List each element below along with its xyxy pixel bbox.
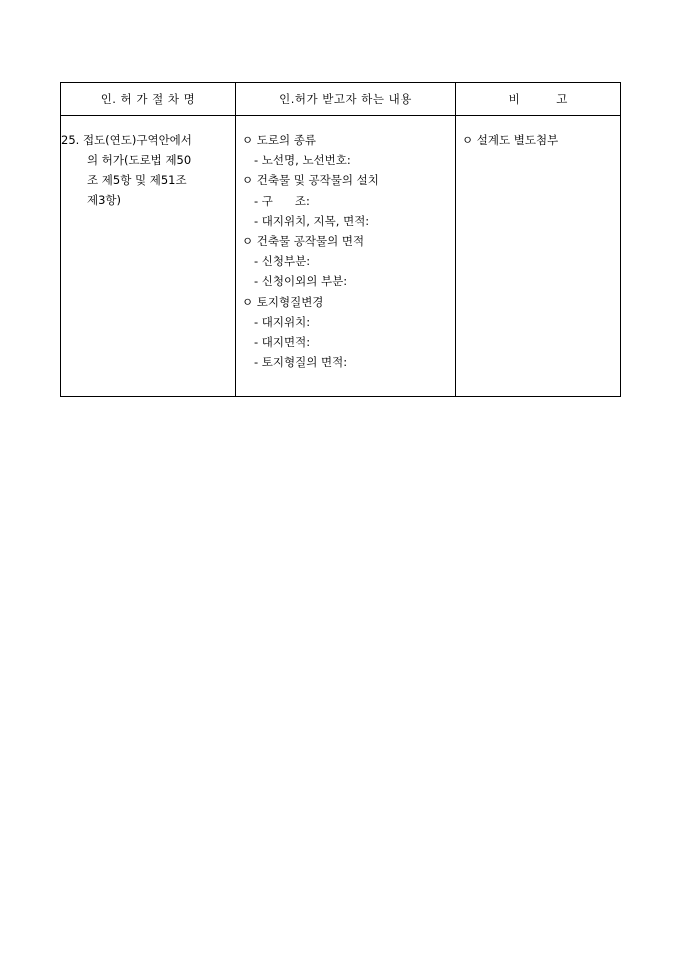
procedure-name-line: 의 허가(도로법 제50: [87, 153, 192, 167]
table-row: [61, 116, 621, 397]
content-subitem: - 구 조:: [254, 193, 310, 208]
procedure-name-cell: [61, 116, 236, 397]
content-item-road-type: ㅇ 도로의 종류: [242, 133, 316, 147]
header-procedure-name: 인. 허 가 절 차 명: [61, 83, 236, 116]
content-item-structure-installation: ㅇ 건축물 및 공작물의 설치: [242, 173, 379, 188]
remark-line: ㅇ 설계도 별도첨부: [462, 133, 559, 147]
header-remarks: 비 고: [456, 83, 621, 116]
content-item-structure-area: ㅇ 건축물 공작물의 면적: [242, 234, 365, 249]
content-subitem: - 대지위치, 지목, 면적:: [254, 213, 370, 228]
content-subitem: - 신청부분:: [254, 254, 311, 269]
content-subitem: - 토지형질의 면적:: [254, 355, 348, 370]
requested-content-cell: [236, 116, 456, 397]
content-item-land-change: ㅇ 토지형질변경: [242, 294, 324, 309]
content-subitem: - 대지면적:: [254, 335, 311, 350]
header-requested-content: 인.허가 받고자 하는 내용: [236, 83, 456, 116]
remarks-cell: [456, 116, 621, 397]
procedure-name-line: 제3항): [87, 193, 122, 207]
procedure-name-line: 조 제5항 및 제51조: [87, 173, 187, 187]
content-subitem: - 노선명, 노선번호:: [254, 153, 351, 168]
content-subitem: - 대지위치:: [254, 314, 311, 329]
procedure-name-line: 25. 접도(연도)구역안에서: [61, 133, 192, 147]
content-subitem: - 신청이외의 부분:: [254, 274, 348, 289]
table-header-row: [61, 83, 621, 116]
permit-table: [60, 82, 621, 397]
